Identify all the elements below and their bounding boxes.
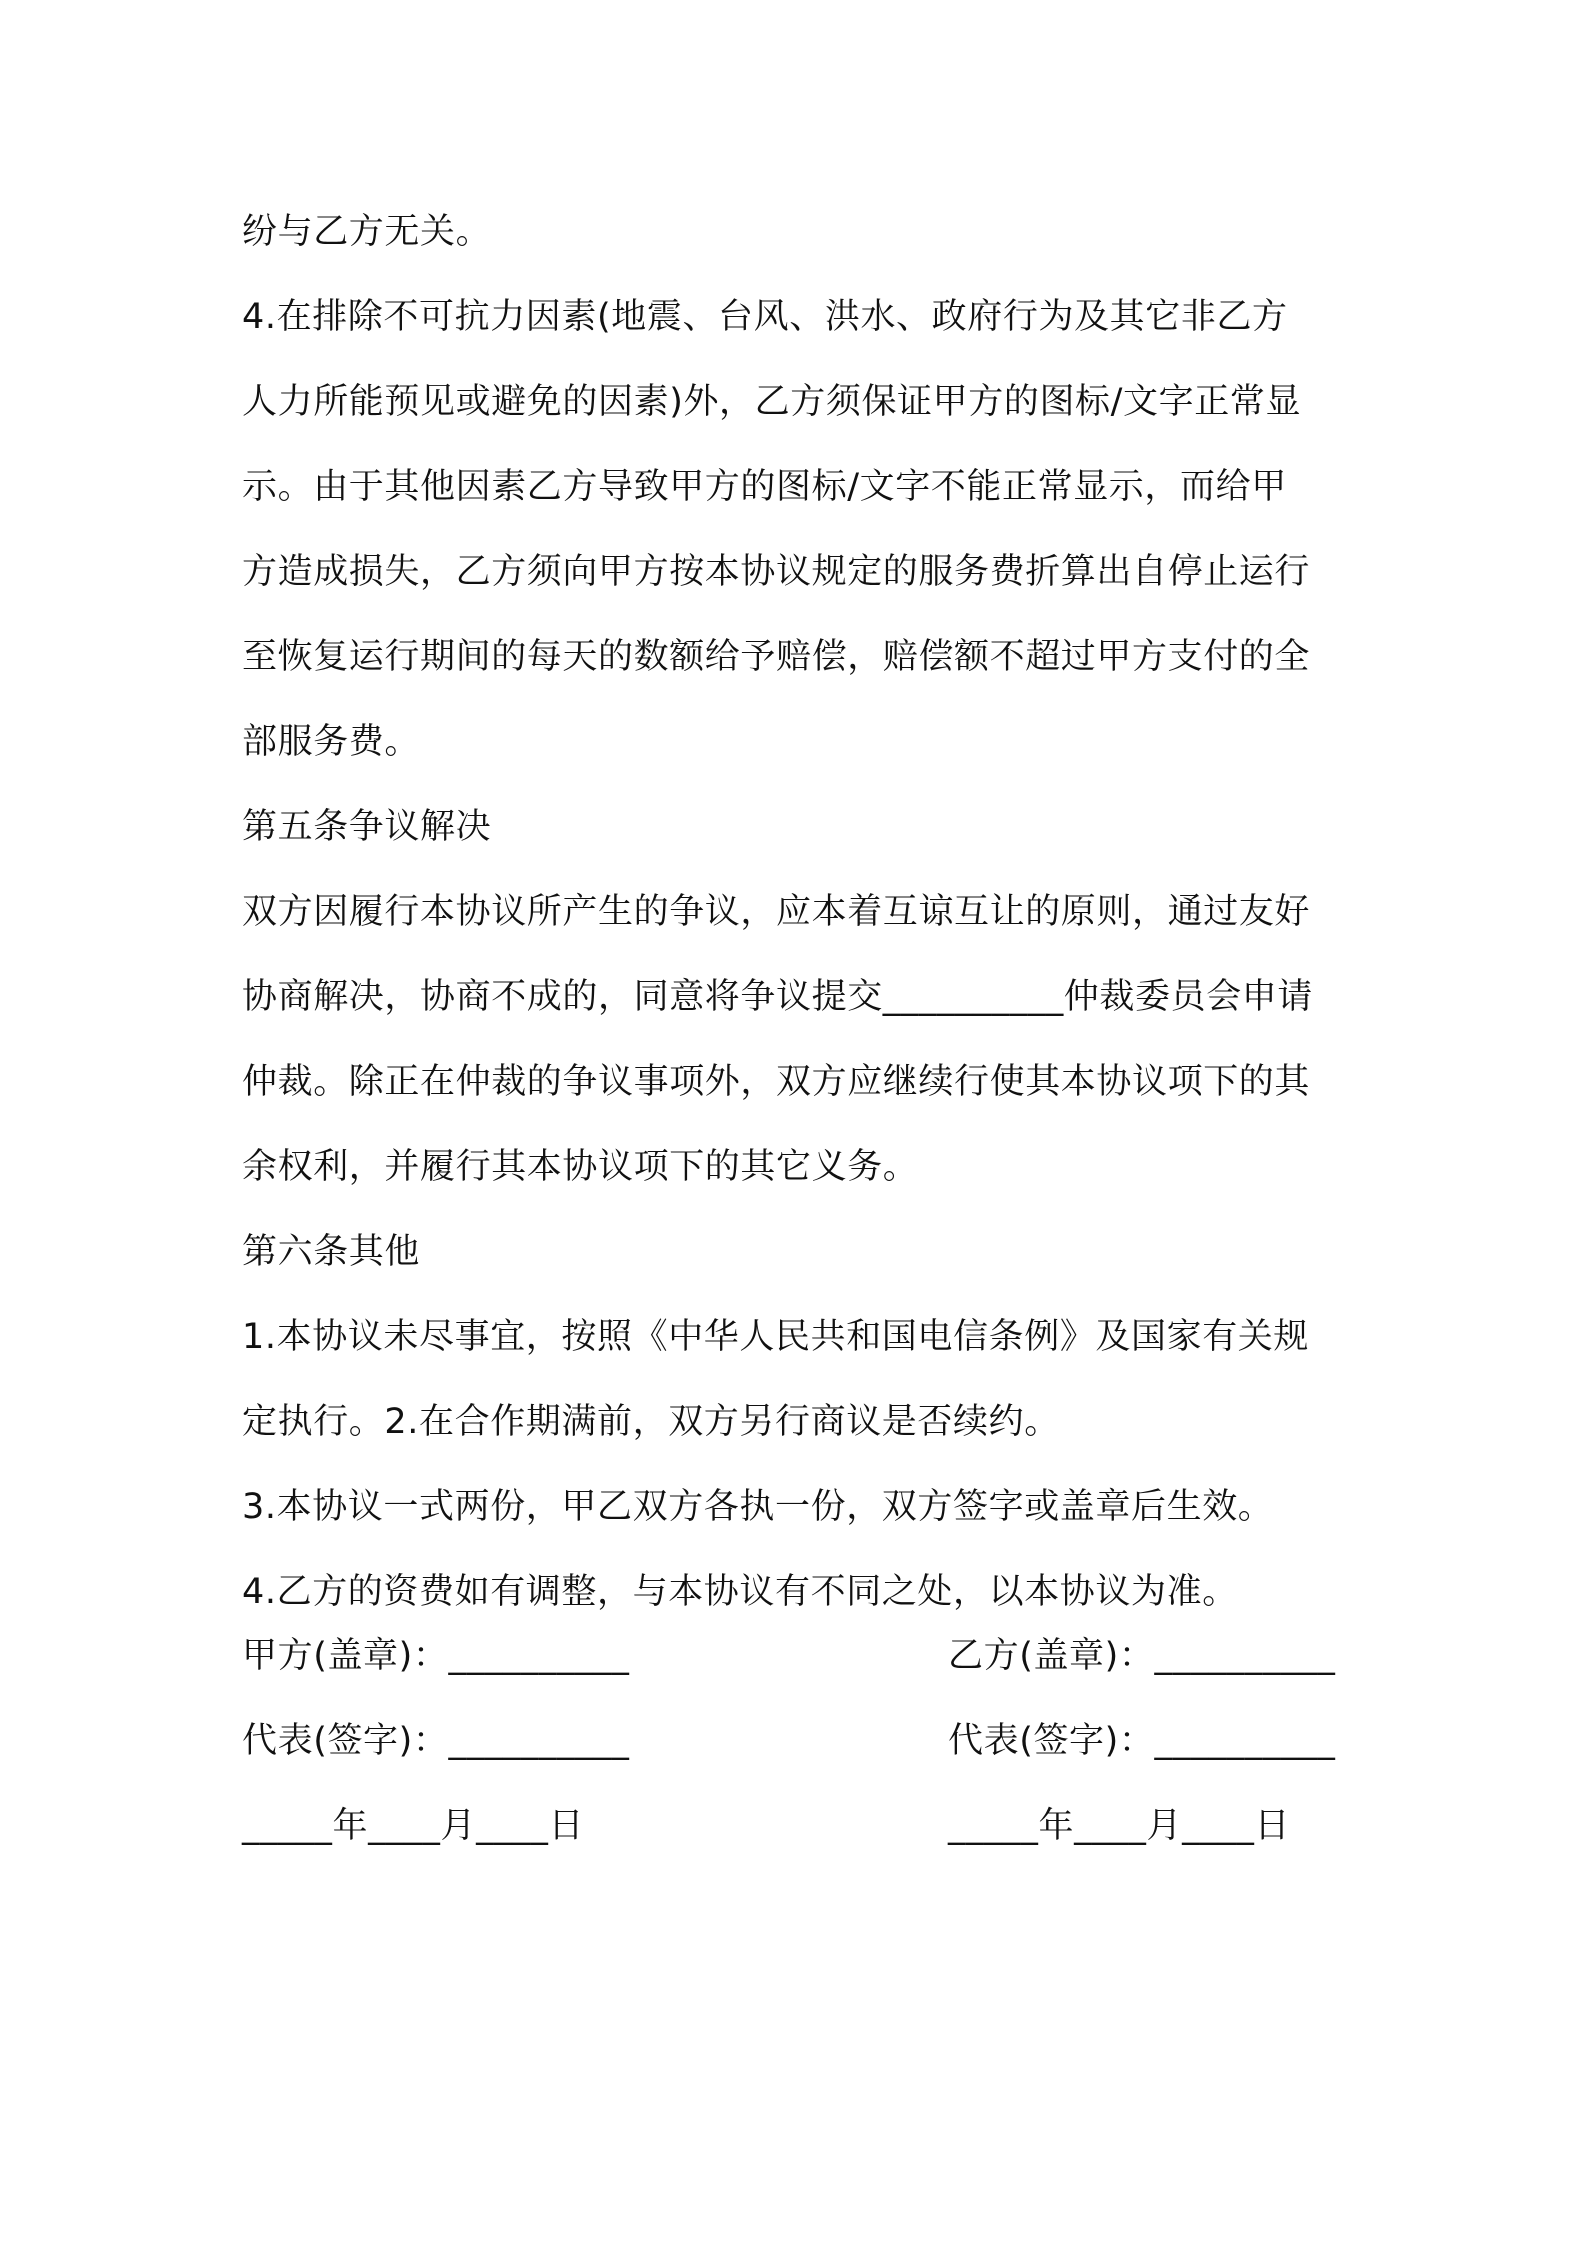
party-b-date-field: _____年____月____日 (948, 1806, 1291, 1846)
seal-row (242, 1614, 1357, 1699)
text-line: 1.本协议未尽事宜，按照《中华人民共和国电信条例》及国家有关规 (242, 1317, 1309, 1357)
arbitration-text: 协商解决，协商不成的，同意将争议提交__________仲裁委员会申请 (242, 977, 1314, 1017)
party-a-representative-field: 代表(签字)：__________ (242, 1721, 630, 1761)
text-line: 余权利，并履行其本协议项下的其它义务。 (242, 1147, 919, 1187)
clause-4-text: 4.在排除不可抗力因素(地震、台风、洪水、政府行为及其它非乙方 (242, 297, 1288, 337)
party-b-representative-field: 代表(签字)：__________ (948, 1721, 1336, 1761)
text-line: 至恢复运行期间的每天的数额给予赔偿，赔偿额不超过甲方支付的全 (242, 637, 1311, 677)
party-a-date-field: _____年____月____日 (242, 1806, 585, 1846)
party-a-seal-field: 甲方(盖章)：__________ (242, 1636, 630, 1676)
text-line: 定执行。2.在合作期满前，双方另行商议是否续约。 (242, 1402, 1060, 1442)
text-line: 3.本协议一式两份，甲乙双方各执一份，双方签字或盖章后生效。 (242, 1487, 1274, 1527)
contract-body (242, 190, 1357, 1635)
date-row (242, 1784, 1357, 1869)
text-line: 人力所能预见或避免的因素)外，乙方须保证甲方的图标/文字正常显 (242, 382, 1302, 422)
text-line: 4.乙方的资费如有调整，与本协议有不同之处，以本协议为准。 (242, 1572, 1238, 1612)
article-5-heading: 第五条争议解决 (242, 807, 492, 847)
text-line: 示。由于其他因素乙方导致甲方的图标/文字不能正常显示，而给甲 (242, 467, 1287, 507)
text-line: 纷与乙方无关。 (242, 212, 492, 252)
text-line: 部服务费。 (242, 722, 421, 762)
signature-block (242, 1614, 1357, 1869)
representative-row (242, 1699, 1357, 1784)
text-line: 方造成损失，乙方须向甲方按本协议规定的服务费折算出自停止运行 (242, 552, 1311, 592)
article-6-heading: 第六条其他 (242, 1232, 421, 1272)
party-b-seal-field: 乙方(盖章)：__________ (948, 1636, 1336, 1676)
text-line: 双方因履行本协议所产生的争议，应本着互谅互让的原则，通过友好 (242, 892, 1311, 932)
text-line: 仲裁。除正在仲裁的争议事项外，双方应继续行使其本协议项下的其 (242, 1062, 1311, 1102)
